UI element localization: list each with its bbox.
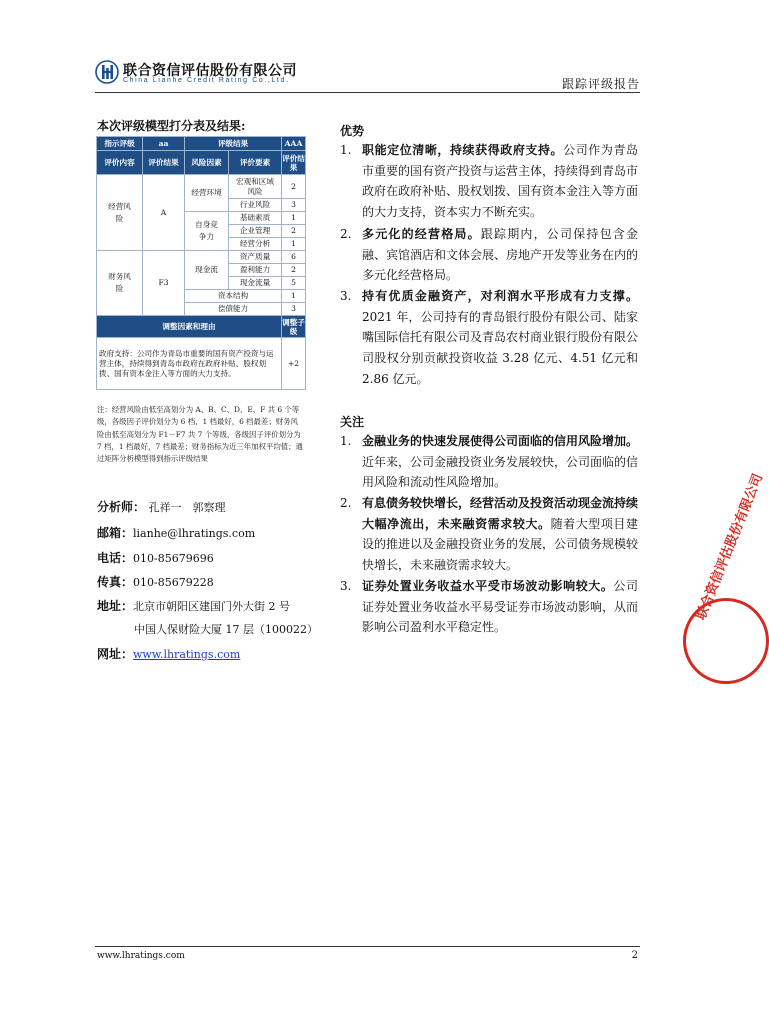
factor-cell: 自身竞争力 <box>185 212 229 251</box>
indicative-rating-label: 指示评级 <box>97 137 143 151</box>
item-body: 近年来，公司金融投资业务发展较快，公司面临的信用风险和流动性风险增加。 <box>362 454 639 490</box>
adjustment-header: 调整因素和理由 <box>97 316 282 338</box>
contact-email <box>97 524 255 541</box>
score-cell: 1 <box>282 212 306 225</box>
concerns-title: 关注 <box>340 415 365 429</box>
score-cell: 1 <box>282 238 306 251</box>
table-top-row <box>97 137 306 151</box>
rating-result-value: AAA <box>282 137 306 151</box>
score-cell: 5 <box>282 277 306 290</box>
contact-label: 邮箱： <box>97 526 134 540</box>
item-number: 1. <box>340 143 352 157</box>
concern-item <box>340 431 638 493</box>
company-logo-icon <box>95 60 119 84</box>
adjustment-reason: 政府支持：公司作为青岛市重要的国有资产投资与运营主体，持续得到青岛市政府在政府补贴、股权划拨、国有资本金注入等方面的大力支持。 <box>97 338 282 390</box>
adjustment-value: +2 <box>282 338 306 390</box>
col-header: 评价要素 <box>229 151 282 175</box>
item-body: 跟踪期内，公司保持包含金融、宾馆酒店和文体会展、房地产开发等业务在内的多元化经营格局。 <box>362 227 639 283</box>
company-seal-stamp <box>683 471 769 684</box>
element-cell: 基础素质 <box>229 212 282 225</box>
col-header: 评价结果 <box>282 151 306 175</box>
item-headline: 金融业务的快速发展使得公司面临的信用风险增加。 <box>362 434 639 448</box>
contact-label: 分析师： <box>97 500 146 514</box>
element-cell: 宏观和区域风险 <box>229 175 282 199</box>
element-cell: 企业管理 <box>229 225 282 238</box>
adjustment-row <box>97 338 306 390</box>
contact-phone <box>97 549 214 566</box>
concern-item <box>340 493 638 576</box>
contact-value: 北京市朝阳区建国门外大街 2 号 <box>133 600 291 613</box>
item-headline: 有息债务较快增长，经营活动及投资活动现金流持续大幅净流出，未来融资需求较大。 <box>362 496 639 531</box>
content-financial-risk: 财务风险 <box>97 251 143 316</box>
score-cell: 3 <box>282 303 306 316</box>
contact-value: 中国人保财险大厦 17 层（100022） <box>134 623 318 636</box>
contact-value: 010-85679228 <box>133 576 214 589</box>
header-divider <box>95 92 640 93</box>
table-title: 本次评级模型打分表及结果: <box>97 119 246 133</box>
col-header: 风险因素 <box>185 151 229 175</box>
indicative-rating-value: aa <box>143 137 185 151</box>
strength-item <box>340 224 638 286</box>
contact-analyst <box>97 498 226 515</box>
element-cell: 资产质量 <box>229 251 282 264</box>
element-cell: 行业风险 <box>229 199 282 212</box>
item-body: 随着大型项目建设的推进以及金融投资业务的发展，公司债务规模较快增长，未来融资需求较大。 <box>362 516 639 573</box>
score-cell: 1 <box>282 290 306 303</box>
result-financial-risk: F3 <box>143 251 185 316</box>
contact-label: 网址： <box>97 647 134 661</box>
strengths-title: 优势 <box>340 124 365 138</box>
contact-label: 传真： <box>97 575 134 589</box>
item-headline: 证券处置业务收益水平受市场波动影响较大。 <box>362 579 614 593</box>
report-type: 跟踪评级报告 <box>561 77 640 91</box>
rating-model-table <box>96 136 306 390</box>
contact-value: 010-85679696 <box>133 552 214 565</box>
table-footnote: 注：经营风险由低至高划分为 A、B、C、D、E、F 共 6 个等级，各级因子评价划分为 6 档，1 档最好，6 档最差；财务风险由低至高划分为 F1－F7 共 7 个等级，各级因子评价划分为 7 档，1 档最好，7 档最差；财务指标为近三年加权平均值；通过矩阵分析模型得到指示评级结果 <box>97 405 303 464</box>
website-link[interactable]: www.lhratings.com <box>133 648 241 661</box>
item-headline: 多元化的经营格局。 <box>362 227 481 241</box>
item-number: 2. <box>340 496 352 510</box>
contact-label: 电话： <box>97 551 134 565</box>
table-column-headers <box>97 151 306 175</box>
contact-label: 地址： <box>97 599 134 613</box>
element-cell: 盈利能力 <box>229 264 282 277</box>
strength-item <box>340 286 638 390</box>
adjustment-subheader: 调整子级 <box>282 317 305 336</box>
footer-url: www.lhratings.com <box>97 951 185 961</box>
company-name-en: China Lianhe Credit Rating Co.,Ltd. <box>123 77 290 84</box>
item-body: 公司作为青岛市重要的国有资产投资与运营主体，持续得到青岛市政府在政府补贴、股权划拨、国有资本金注入等方面的大力支持，资本实力不断充实。 <box>362 143 639 220</box>
score-cell: 2 <box>282 175 306 199</box>
item-number: 1. <box>340 434 352 448</box>
col-header: 评价结果 <box>143 151 185 175</box>
score-cell: 2 <box>282 225 306 238</box>
item-number: 2. <box>340 227 352 241</box>
item-body: 2021 年，公司持有的青岛银行股份有限公司、陆家嘴国际信托有限公司及青岛农村商业银行股份有限公司股权分别贡献投资收益 3.28 亿元、4.51 亿元和 2.86 亿元。 <box>362 309 639 386</box>
factor-cell: 经营环境 <box>185 175 229 212</box>
item-number: 3. <box>340 289 352 303</box>
item-headline: 职能定位清晰，持续获得政府支持。 <box>362 143 564 157</box>
company-name-cn: 联合资信评估股份有限公司 <box>123 63 297 79</box>
contact-value: 孔祥一 郭察理 <box>148 501 226 514</box>
col-header: 评价内容 <box>97 151 143 175</box>
page-number: 2 <box>631 950 638 961</box>
contact-value: lianhe@lhratings.com <box>133 527 256 540</box>
item-body: 公司证券处置业务收益水平易受证券市场波动影响，从而影响公司盈利水平稳定性。 <box>362 579 639 635</box>
element-cell: 经营分析 <box>229 238 282 251</box>
contact-website <box>97 645 240 662</box>
factor-cell: 偿债能力 <box>185 303 282 316</box>
score-cell: 3 <box>282 199 306 212</box>
rating-result-label: 评级结果 <box>185 137 282 151</box>
table-row <box>97 251 306 264</box>
stamp-text: 联合资信评估股份有限公司 <box>693 471 767 623</box>
factor-cell: 资本结构 <box>185 290 282 303</box>
item-number: 3. <box>340 579 352 593</box>
element-cell: 现金流量 <box>229 277 282 290</box>
score-cell: 2 <box>282 264 306 277</box>
footer-divider <box>95 946 640 947</box>
adjustment-header-row <box>97 316 306 338</box>
content-operating-risk: 经营风险 <box>97 175 143 251</box>
contact-address-line2 <box>134 621 318 637</box>
table-row <box>97 175 306 199</box>
item-headline: 持有优质金融资产，对利润水平形成有力支撑。 <box>362 289 638 303</box>
contact-fax <box>97 573 214 590</box>
strength-item <box>340 140 638 223</box>
result-operating-risk: A <box>143 175 185 251</box>
factor-cell: 现金流 <box>185 251 229 290</box>
concern-item <box>340 576 638 638</box>
score-cell: 6 <box>282 251 306 264</box>
contact-address <box>97 597 290 614</box>
